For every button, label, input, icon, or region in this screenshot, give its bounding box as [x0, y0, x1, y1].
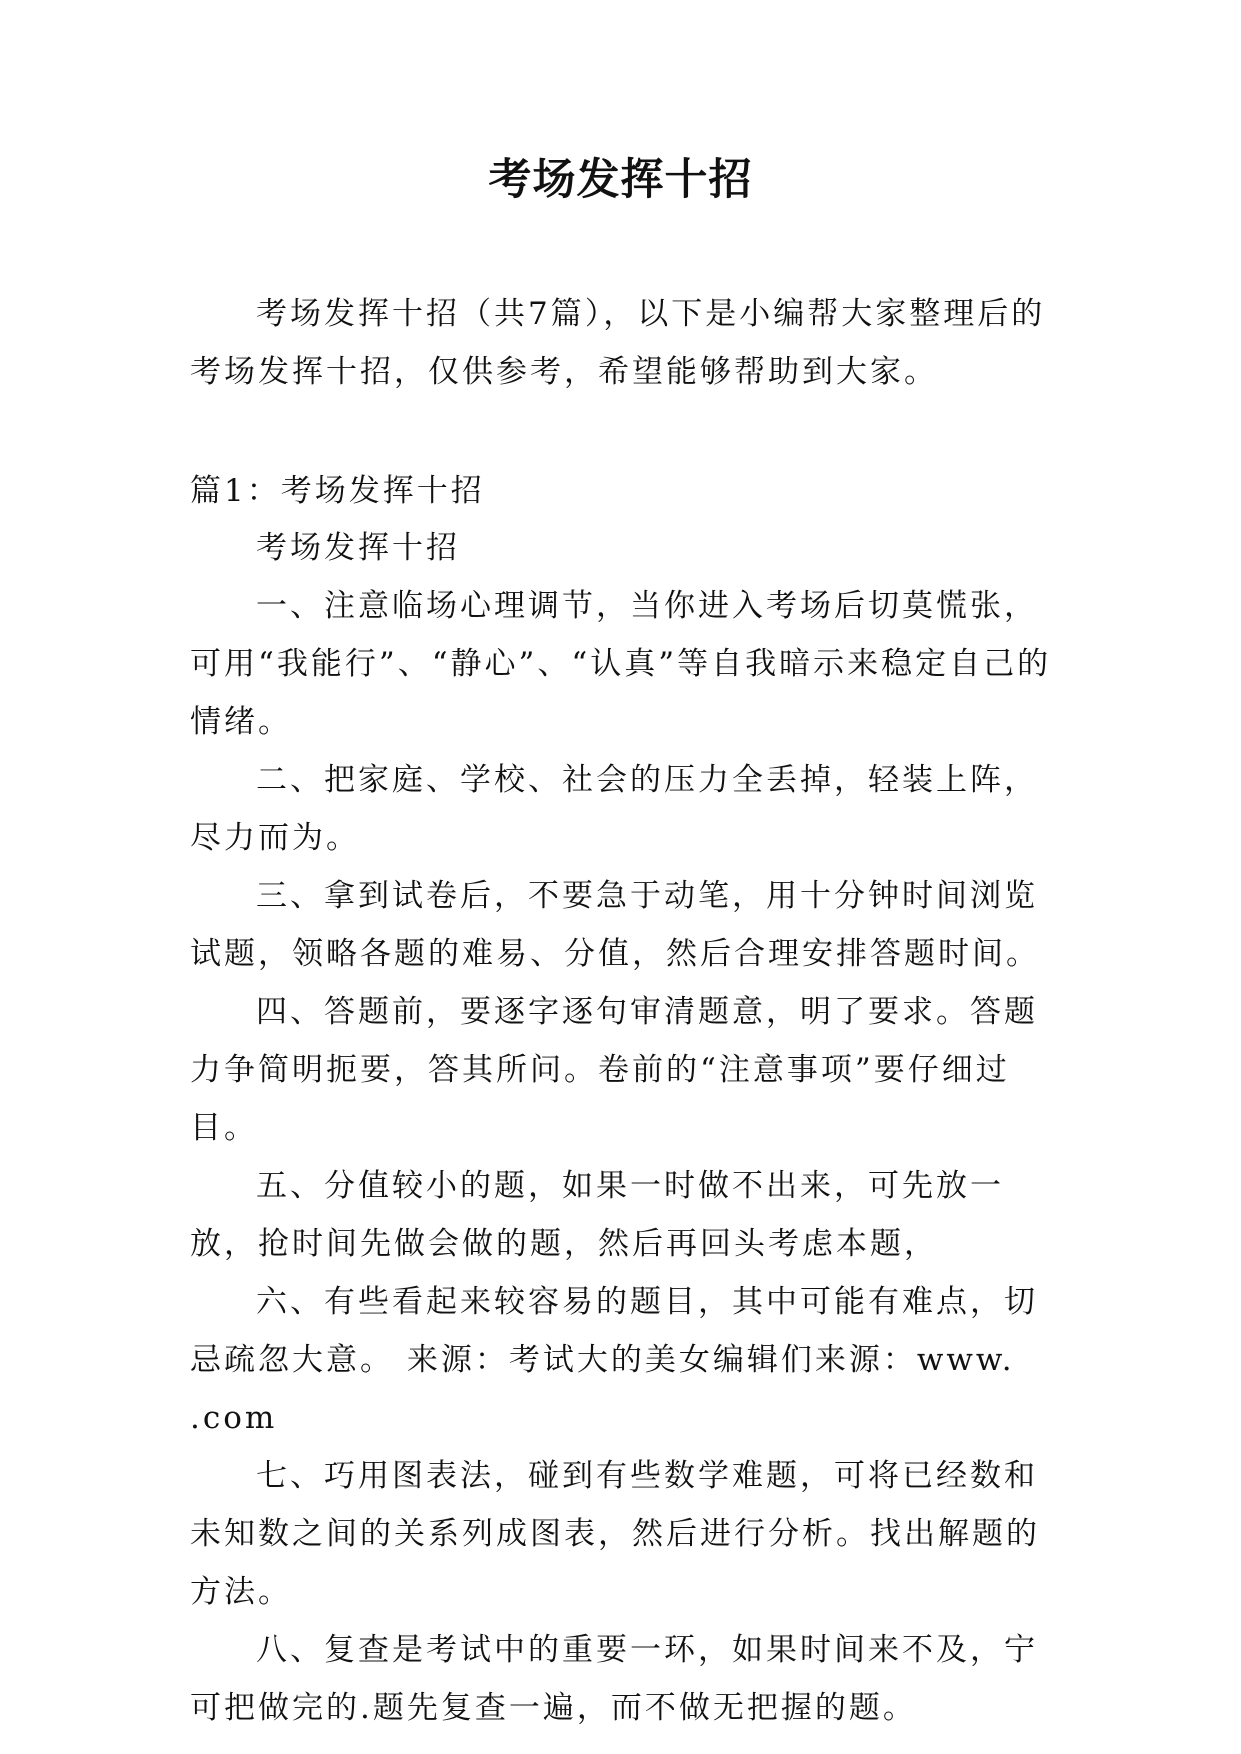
tip-paragraph: 四、答题前，要逐字逐句审清题意，明了要求。答题力争简明扼要，答其所问。卷前的“注意事项”要仔细过目。 [190, 994, 1038, 1146]
tip-paragraph: 六、有些看起来较容易的题目，其中可能有难点，切忌疏忽大意。 来源：考试大的美女编辑们来源：www. .com [190, 1284, 1038, 1436]
tip-paragraph: 二、把家庭、学校、社会的压力全丢掉，轻装上阵，尽力而为。 [190, 762, 1038, 856]
tip-paragraph: 三、拿到试卷后，不要急于动笔，用十分钟时间浏览试题，领略各题的难易、分值，然后合理安排答题时间。 [190, 878, 1040, 972]
tip-paragraph: 七、巧用图表法，碰到有些数学难题，可将已经数和未知数之间的关系列成图表，然后进行分析。找出解题的方法。 [190, 1458, 1040, 1610]
section-content [190, 519, 1060, 1737]
tip-paragraph: 八、复查是考试中的重要一环，如果时间来不及，宁可把做完的.题先复查一遍，而不做无把握的题。 [190, 1632, 1038, 1726]
document-title: 考场发挥十招 [488, 155, 753, 205]
tip-paragraph: 一、注意临场心理调节，当你进入考场后切莫慌张，可用“我能行”、“静心”、“认真”等自我暗示来稳定自己的情绪。 [190, 588, 1052, 740]
intro-paragraph: 考场发挥十招（共7篇），以下是小编帮大家整理后的考场发挥十招，仅供参考，希望能够帮助到大家。 [190, 296, 1046, 390]
tip-paragraph: 五、分值较小的题，如果一时做不出来，可先放一放，抢时间先做会做的题，然后再回头考虑本题， [190, 1168, 1004, 1262]
section-subtitle: 考场发挥十招 [256, 530, 460, 566]
section-heading: 篇1：考场发挥十招 [190, 473, 485, 509]
